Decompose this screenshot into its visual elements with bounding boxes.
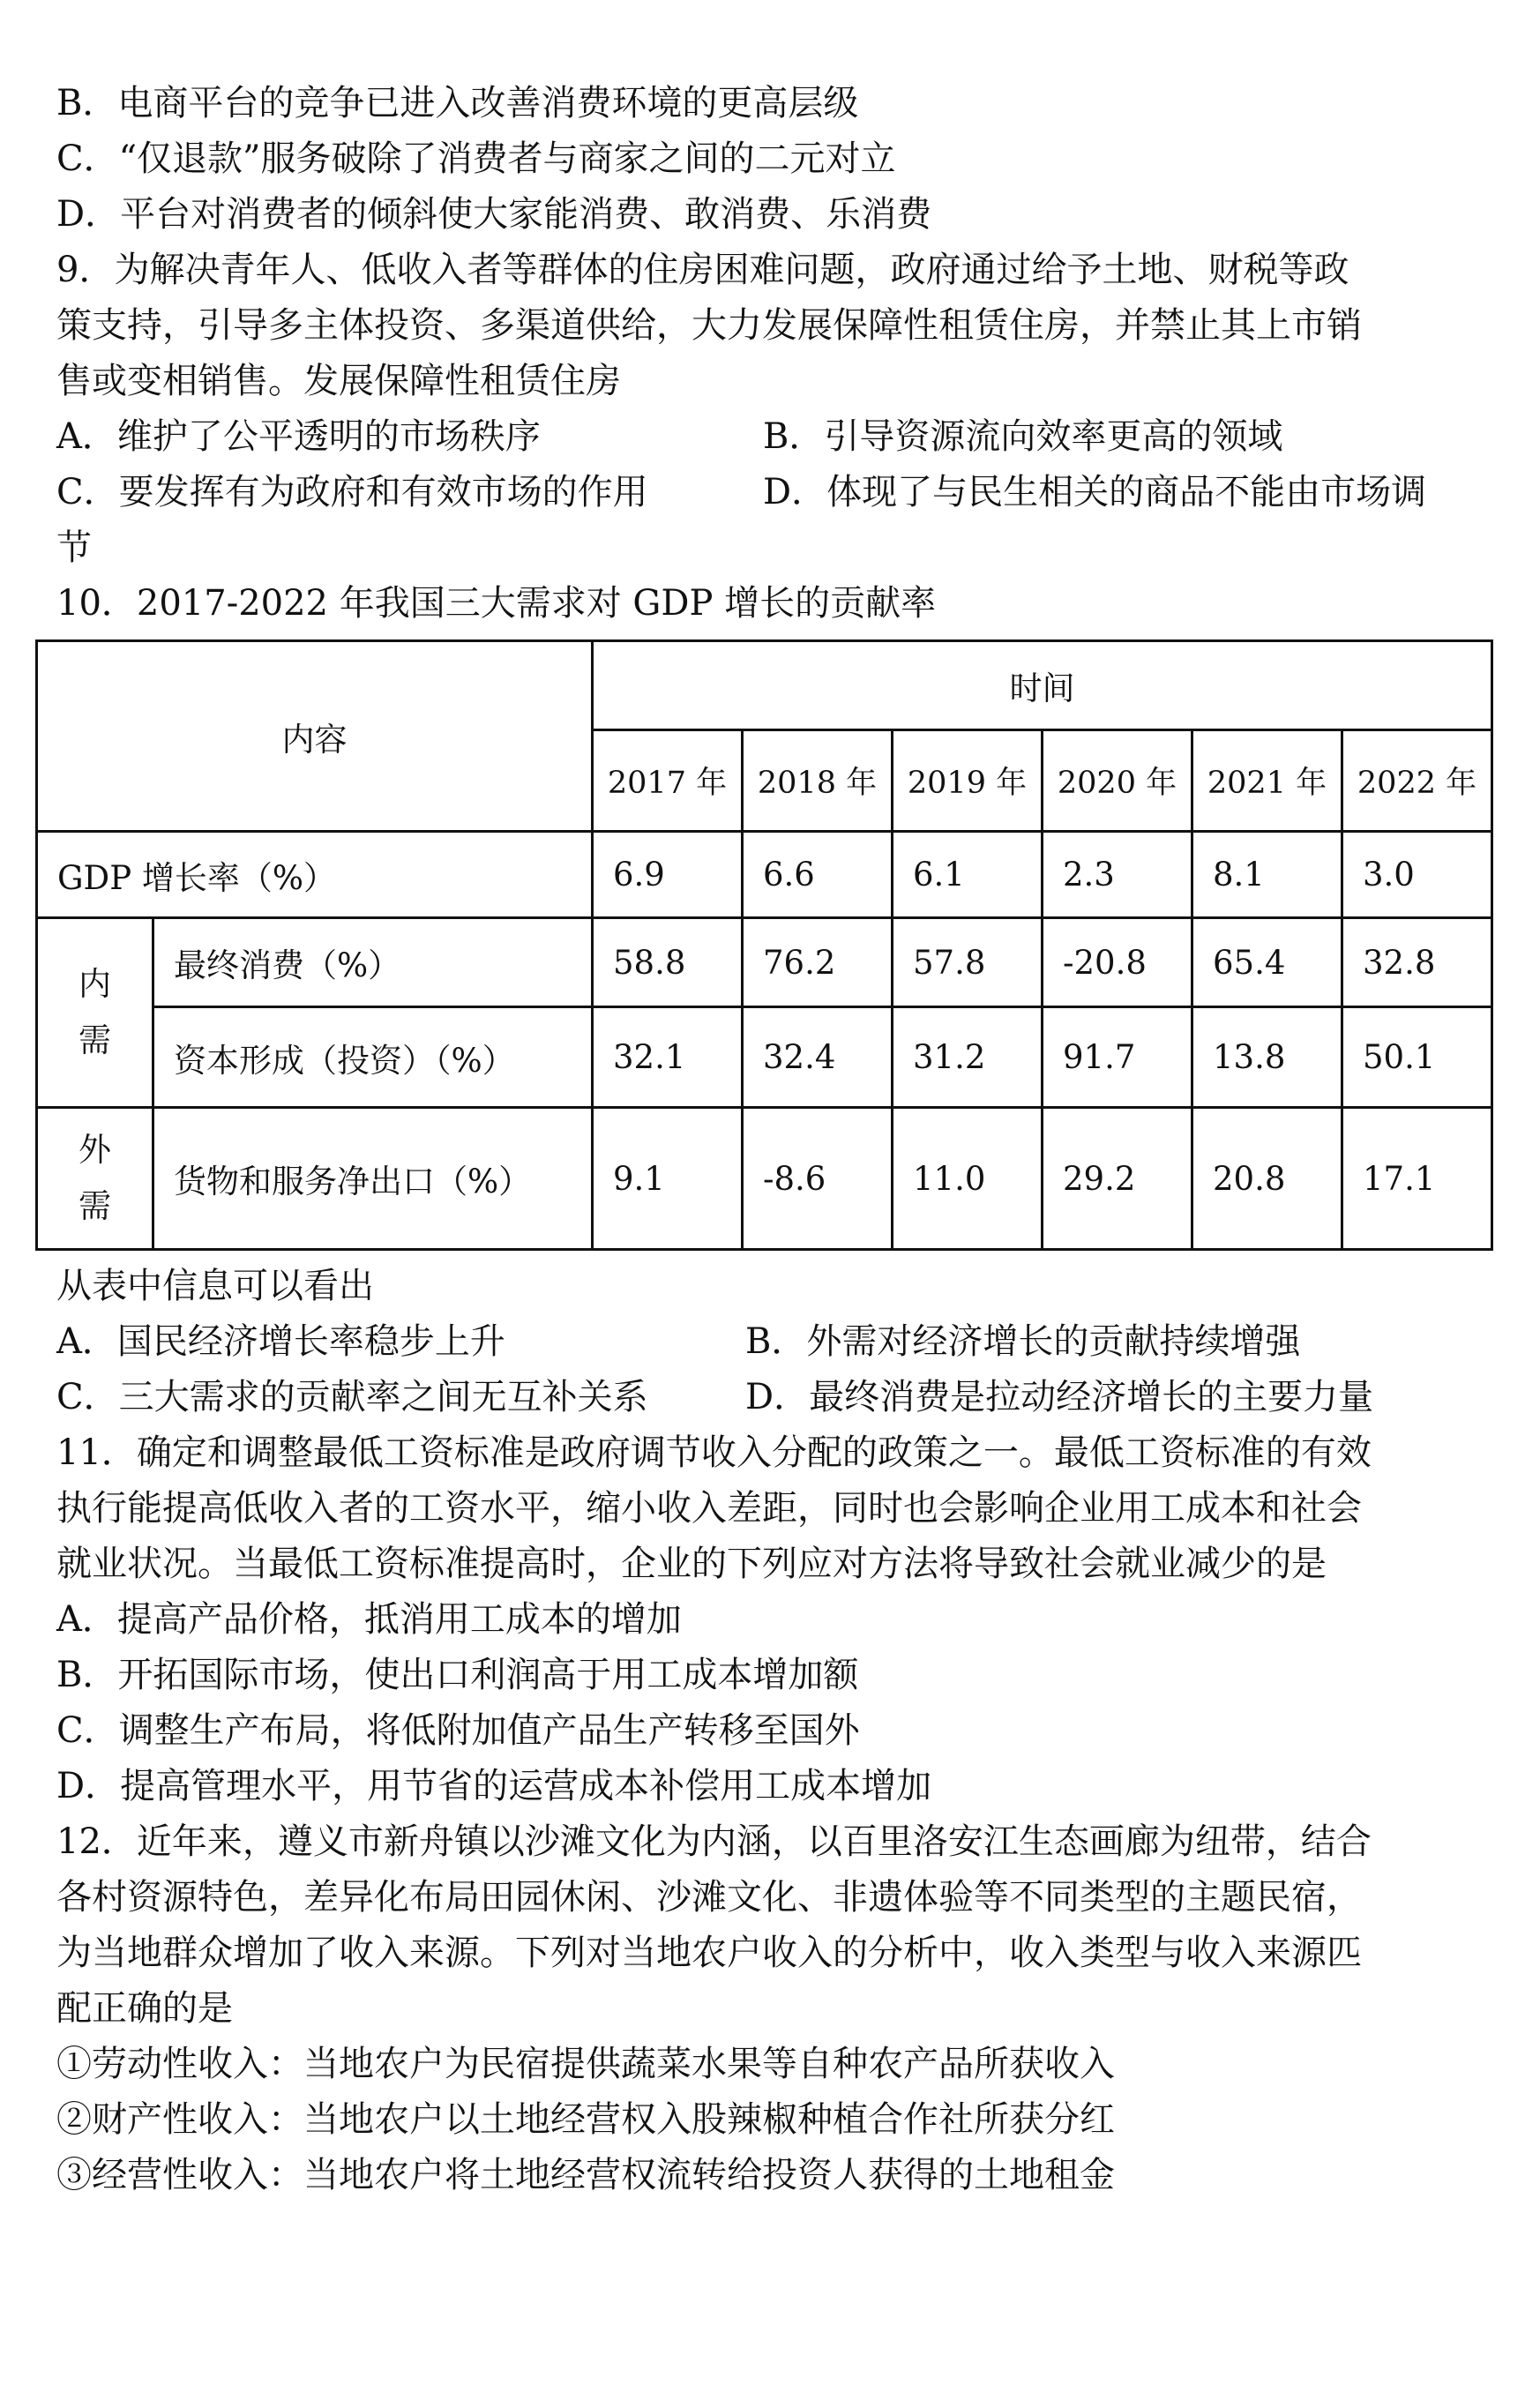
q10-option-a: A．国民经济增长率稳步上升 — [56, 1321, 505, 1362]
q8-option-c: C．“仅退款”服务破除了消费者与商家之间的二元对立 — [56, 138, 896, 179]
q12-stem-line-1: 12．近年来，遵义市新舟镇以沙滩文化为内涵，以百里洛安江生态画廊为纽带，结合 — [56, 1821, 1372, 1862]
q8-option-d: D．平台对消费者的倾斜使大家能消费、敢消费、乐消费 — [56, 194, 932, 235]
year-cell: 2020 年 — [1043, 730, 1192, 832]
table-cell: 32.4 — [743, 1007, 893, 1108]
q11-stem-line-2: 执行能提高低收入者的工资水平，缩小收入差距，同时也会影响企业用工成本和社会 — [56, 1488, 1362, 1529]
gdp-contribution-table — [35, 639, 1493, 1251]
q12-stem-line-2: 各村资源特色，差异化布局田园休闲、沙滩文化、非遗体验等不同类型的主题民宿， — [56, 1877, 1362, 1918]
q11-stem-line-1: 11．确定和调整最低工资标准是政府调节收入分配的政策之一。最低工资标准的有效 — [56, 1432, 1372, 1473]
q9-option-d-continued: 节 — [56, 527, 92, 568]
consumption-label: 最终消费（%） — [153, 918, 593, 1007]
year-cell: 2019 年 — [893, 730, 1043, 832]
q11-option-d: D．提高管理水平，用节省的运营成本补偿用工成本增加 — [56, 1766, 932, 1806]
table-cell: 13.8 — [1192, 1007, 1342, 1108]
table-cell: 3.0 — [1342, 832, 1492, 918]
time-header: 时间 — [593, 641, 1492, 730]
table-cell: 58.8 — [593, 918, 743, 1007]
year-cell: 2021 年 — [1192, 730, 1342, 832]
table-cell: 11.0 — [893, 1108, 1043, 1250]
q12-item-3: ③经营性收入：当地农户将土地经营权流转给投资人获得的土地租金 — [56, 2155, 1115, 2195]
q8-option-b: B．电商平台的竞争已进入改善消费环境的更高层级 — [56, 83, 859, 123]
year-cell: 2022 年 — [1342, 730, 1492, 832]
q10-lead: 从表中信息可以看出 — [56, 1266, 374, 1306]
table-cell: 31.2 — [893, 1007, 1043, 1108]
external-demand-label: 外 需 — [37, 1108, 153, 1250]
q11-option-c: C．调整生产布局，将低附加值产品生产转移至国外 — [56, 1710, 860, 1751]
table-cell: 76.2 — [743, 918, 893, 1007]
q9-stem-line-3: 售或变相销售。发展保障性租赁住房 — [56, 361, 621, 401]
table-cell: 17.1 — [1342, 1108, 1492, 1250]
q12-item-1: ①劳动性收入：当地农户为民宿提供蔬菜水果等自种农产品所获收入 — [56, 2044, 1115, 2084]
content-header: 内容 — [37, 641, 593, 832]
domestic-demand-label: 内 需 — [37, 918, 153, 1108]
q10-title: 10．2017-2022 年我国三大需求对 GDP 增长的贡献率 — [56, 583, 937, 624]
q11-option-b: B．开拓国际市场，使出口利润高于用工成本增加额 — [56, 1655, 859, 1695]
year-cell: 2018 年 — [743, 730, 893, 832]
table-row-consumption — [37, 918, 1492, 1007]
table-row-capital — [37, 1007, 1492, 1108]
table-cell: 50.1 — [1342, 1007, 1492, 1108]
table-cell: 2.3 — [1043, 832, 1192, 918]
table-cell: 65.4 — [1192, 918, 1342, 1007]
gdp-label: GDP 增长率（%） — [37, 832, 593, 918]
q10-option-d: D．最终消费是拉动经济增长的主要力量 — [745, 1377, 1374, 1417]
capital-label: 资本形成（投资）（%） — [153, 1007, 593, 1108]
table-cell: 32.1 — [593, 1007, 743, 1108]
q11-option-a: A．提高产品价格，抵消用工成本的增加 — [56, 1599, 682, 1640]
year-cell: 2017 年 — [593, 730, 743, 832]
table-cell: 6.9 — [593, 832, 743, 918]
table-cell: 9.1 — [593, 1108, 743, 1250]
table-cell: 91.7 — [1043, 1007, 1192, 1108]
table-cell: -8.6 — [743, 1108, 893, 1250]
table-cell: 6.6 — [743, 832, 893, 918]
q9-option-a: A．维护了公平透明的市场秩序 — [56, 416, 541, 457]
q9-option-b: B．引导资源流向效率更高的领域 — [763, 416, 1283, 457]
table-cell: 57.8 — [893, 918, 1043, 1007]
q10-option-c: C．三大需求的贡献率之间无互补关系 — [56, 1377, 648, 1417]
q12-item-2: ②财产性收入：当地农户以土地经营权入股辣椒种植合作社所获分红 — [56, 2099, 1115, 2140]
export-label: 货物和服务净出口（%） — [153, 1108, 593, 1250]
table-header-row — [37, 641, 1492, 730]
q9-stem-line-2: 策支持，引导多主体投资、多渠道供给，大力发展保障性租赁住房，并禁止其上市销 — [56, 305, 1362, 346]
table-row-net-export — [37, 1108, 1492, 1250]
table-cell: 29.2 — [1043, 1108, 1192, 1250]
q9-stem-line-1: 9．为解决青年人、低收入者等群体的住房困难问题，政府通过给予土地、财税等政 — [56, 250, 1349, 290]
table-cell: 8.1 — [1192, 832, 1342, 918]
table-cell: 32.8 — [1342, 918, 1492, 1007]
q9-option-d: D．体现了与民生相关的商品不能由市场调 — [763, 472, 1427, 512]
q11-stem-line-3: 就业状况。当最低工资标准提高时，企业的下列应对方法将导致社会就业减少的是 — [56, 1544, 1327, 1584]
table-row-gdp — [37, 832, 1492, 918]
table-cell: 6.1 — [893, 832, 1043, 918]
table-cell: 20.8 — [1192, 1108, 1342, 1250]
q10-option-b: B．外需对经济增长的贡献持续增强 — [745, 1321, 1301, 1362]
q12-stem-line-4: 配正确的是 — [56, 1988, 233, 2029]
q9-option-c: C．要发挥有为政府和有效市场的作用 — [56, 472, 648, 512]
q12-stem-line-3: 为当地群众增加了收入来源。下列对当地农户收入的分析中，收入类型与收入来源匹 — [56, 1933, 1362, 1973]
table-cell: -20.8 — [1043, 918, 1192, 1007]
